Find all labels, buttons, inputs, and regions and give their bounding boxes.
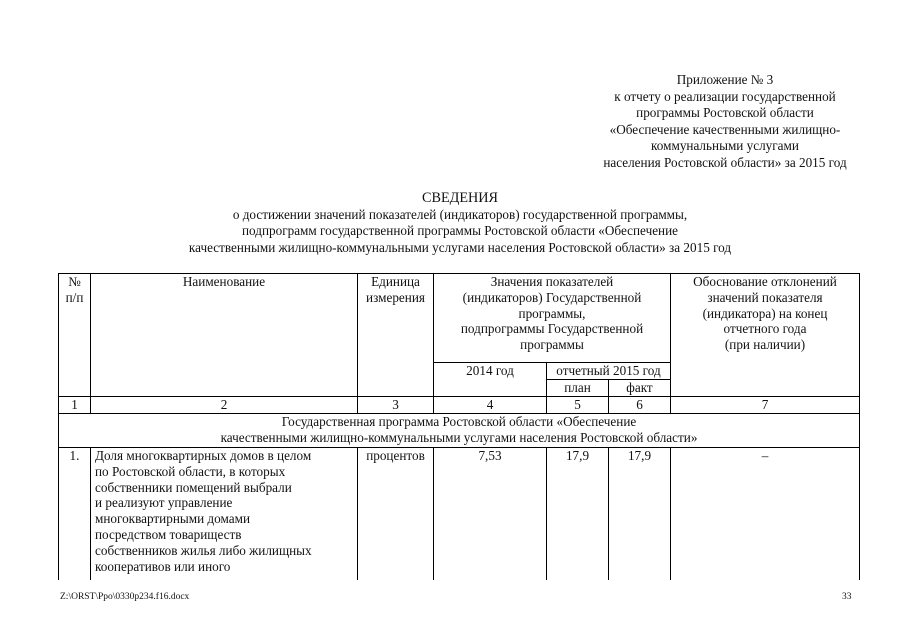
header-reporting-year: отчетный 2015 год [547,363,671,380]
header-num [59,274,91,397]
footer-page-number: 33 [842,592,852,602]
header-values-line: (индикаторов) Государственной [462,289,642,305]
row-name [91,448,358,580]
appendix-line: к отчету о реализации государственной [614,88,836,104]
header-values-line: подпрограммы Государственной [460,321,644,337]
header-num-line: № [68,274,81,289]
appendix-line: коммунальными услугами [651,138,799,154]
section-title [59,414,860,448]
header-values-line: программы, [518,305,586,321]
row-num: 1. [59,448,91,580]
appendix-line: населения Ростовской области» за 2015 год [603,154,847,170]
row-name-line: по Ростовской области, в которых [95,463,286,479]
header-year-2014: 2014 год [434,363,547,397]
header-name: Наименование [91,274,358,397]
section-title-line: качественными жилищно-коммунальными услугами населения Ростовской области» [220,429,698,445]
row-justification: – [671,448,860,580]
column-number: 5 [547,397,609,414]
appendix-block [555,72,895,172]
column-number: 7 [671,397,860,414]
header-justification-line: значений показателя [707,289,823,305]
row-plan: 17,9 [547,448,609,580]
header-fact: факт [609,380,671,397]
column-number: 4 [434,397,547,414]
document-title: СВЕДЕНИЯ [422,190,498,206]
header-values-line: Значения показателей [490,274,614,289]
heading-line: качественными жилищно-коммунальными услугами населения Ростовской области» за 2015 год [188,239,732,255]
header-unit [358,274,434,397]
section-title-line: Государственная программа Ростовской области «Обеспечение [281,414,637,429]
row-value-2014: 7,53 [434,448,547,580]
appendix-line: Приложение № 3 [676,72,774,87]
header-unit-line: Единица [371,274,420,289]
row-name-line: и реализуют управление [95,495,233,511]
column-number: 2 [91,397,358,414]
header-justification-line: отчетного года [723,321,807,337]
indicators-table [58,273,860,580]
appendix-line: «Обеспечение качественными жилищно- [609,121,841,137]
header-values-line: программы [520,337,584,353]
header-justification-line: (индикатора) на конец [702,305,828,321]
header-values [434,274,671,363]
column-number: 1 [59,397,91,414]
row-name-line: многоквартирными домами [95,511,250,527]
row-fact: 17,9 [609,448,671,580]
row-unit: процентов [358,448,434,580]
heading-line: подпрограмм государственной программы Ростовской области «Обеспечение [241,223,679,239]
column-number: 3 [358,397,434,414]
header-justification-line: (при наличии) [724,337,806,353]
row-name-line: кооперативов или иного [95,558,231,574]
column-number: 6 [609,397,671,414]
document-heading [60,190,860,256]
row-name-line: посредством товариществ [95,526,242,542]
row-name-line: собственники помещений выбрали [95,479,292,495]
appendix-line: программы Ростовской области [636,105,814,121]
header-plan: план [547,380,609,397]
header-unit-line: измерения [366,289,425,305]
header-justification-line: Обоснование отклонений [693,274,837,289]
heading-line: о достижении значений показателей (индикаторов) государственной программы, [232,206,688,222]
row-name-line: собственников жилья либо жилищных [95,542,312,558]
header-num-line: п/п [65,289,84,305]
header-justification [671,274,860,397]
footer-file-path: Z:\ORST\Ppo\0330p234.f16.docx [60,592,190,602]
row-name-line: Доля многоквартирных домов в целом [95,448,312,463]
